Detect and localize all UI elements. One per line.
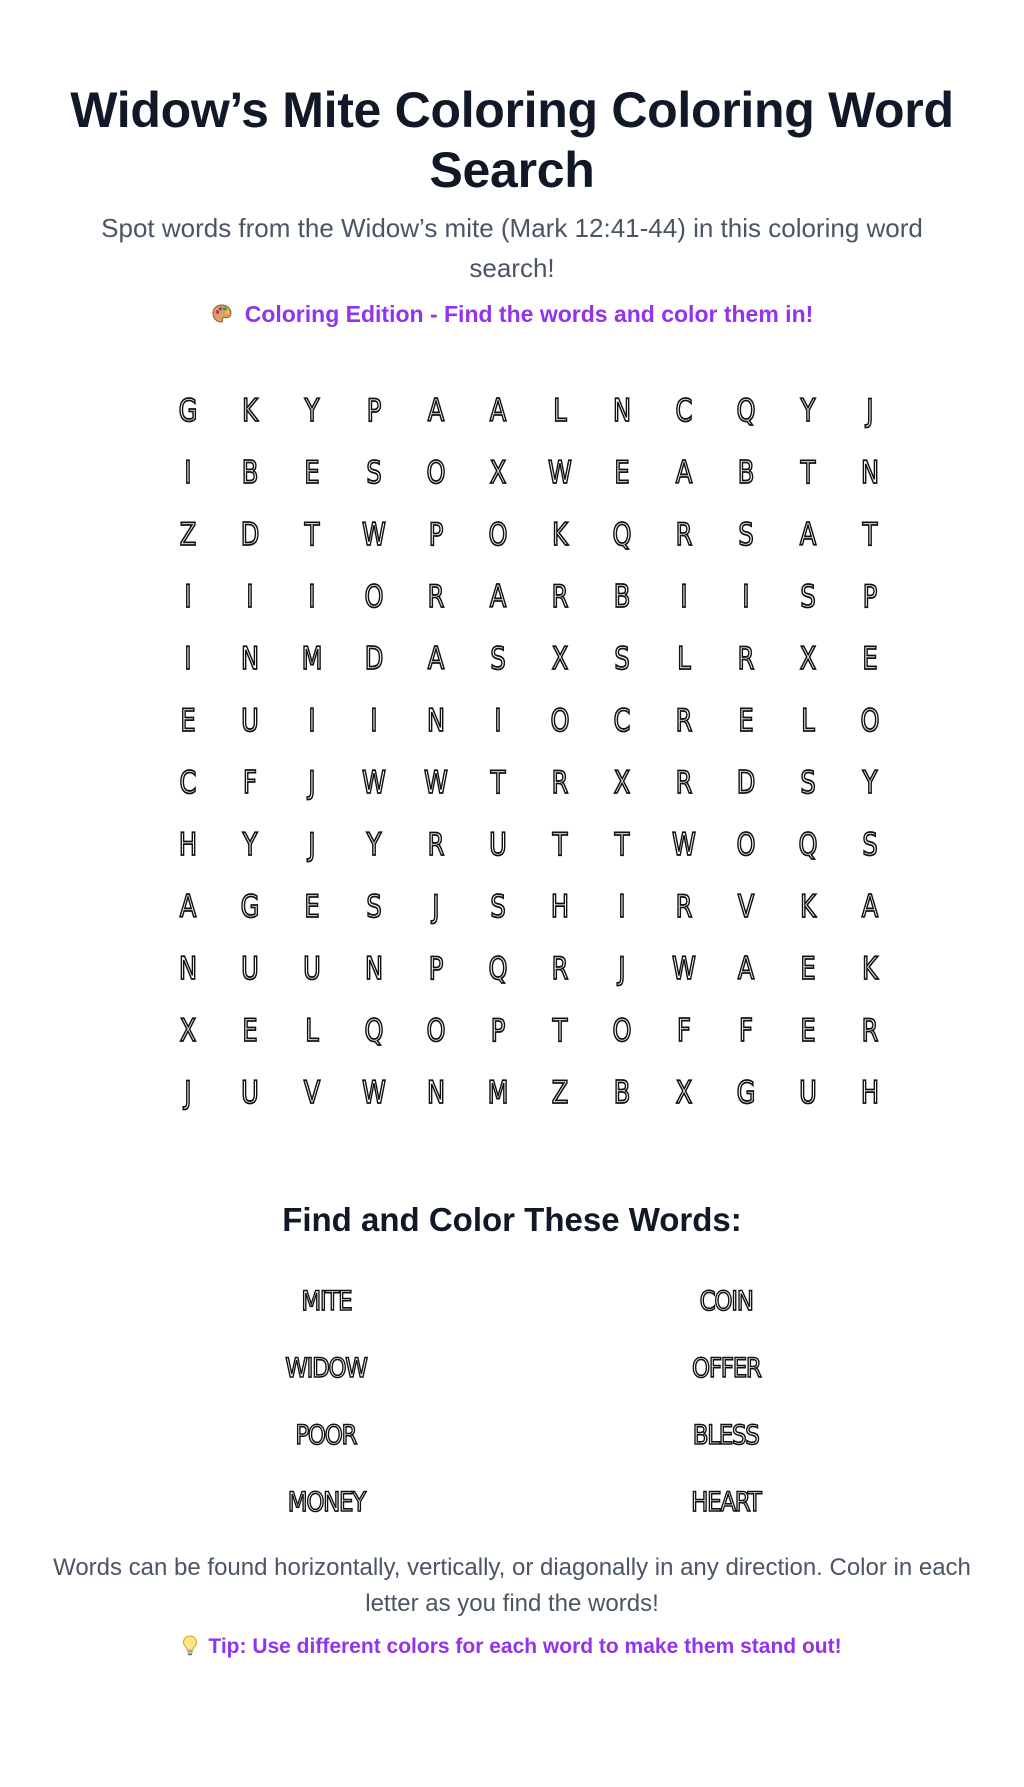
grid-cell[interactable]: A <box>675 455 693 491</box>
grid-cell[interactable]: O <box>860 703 880 739</box>
grid-cell[interactable]: U <box>241 951 259 987</box>
grid-cell[interactable]: N <box>178 951 198 987</box>
grid-cell[interactable]: I <box>308 703 316 739</box>
grid-cell[interactable]: I <box>494 703 502 739</box>
grid-cell[interactable]: P <box>366 393 382 429</box>
grid-cell[interactable]: R <box>551 765 569 801</box>
grid-cell[interactable]: S <box>862 827 878 863</box>
tip-banner <box>0 1632 1024 1662</box>
grid-cell[interactable]: Q <box>798 827 818 863</box>
grid-cell[interactable]: O <box>488 517 508 553</box>
grid-cell[interactable]: T <box>304 517 320 553</box>
grid-cell[interactable]: O <box>426 455 446 491</box>
grid-cell[interactable]: R <box>551 951 569 987</box>
edition-text: Coloring Edition - Find the words and color them in! <box>244 301 814 327</box>
grid-cell[interactable]: A <box>427 641 445 677</box>
grid-cell[interactable]: X <box>489 455 507 491</box>
grid-cell[interactable]: E <box>800 951 816 987</box>
grid-cell[interactable]: X <box>799 641 817 677</box>
edition-banner <box>0 298 1024 330</box>
grid-cell[interactable]: R <box>427 579 445 615</box>
grid-cell[interactable]: S <box>738 517 754 553</box>
grid-cell[interactable]: M <box>301 641 323 677</box>
grid-cell[interactable]: P <box>428 517 444 553</box>
grid-cell[interactable]: Q <box>612 517 632 553</box>
grid-cell[interactable]: N <box>612 393 632 429</box>
grid-cell[interactable]: I <box>246 579 254 615</box>
grid-cell[interactable]: R <box>737 641 755 677</box>
grid-cell[interactable]: X <box>551 641 569 677</box>
grid-cell[interactable]: F <box>677 1013 691 1049</box>
grid-cell[interactable]: J <box>866 393 874 429</box>
grid-cell[interactable]: S <box>366 889 382 925</box>
grid-cell[interactable]: W <box>362 765 386 801</box>
grid-cell[interactable]: N <box>426 1075 446 1111</box>
word-label: MITE <box>301 1286 351 1317</box>
grid-cell[interactable]: K <box>800 889 816 925</box>
grid-cell[interactable]: S <box>366 455 382 491</box>
word-list-item <box>526 1268 926 1335</box>
words-heading: Find and Color These Words: <box>282 1201 742 1238</box>
grid-cell[interactable]: S <box>800 579 816 615</box>
grid-cell[interactable]: E <box>304 889 320 925</box>
grid-cell[interactable]: T <box>552 827 568 863</box>
lightbulb-icon <box>182 1635 198 1657</box>
grid-cell[interactable]: G <box>178 393 198 429</box>
grid-cell[interactable]: O <box>426 1013 446 1049</box>
grid-cell[interactable]: T <box>614 827 630 863</box>
grid-cell[interactable]: W <box>362 1075 386 1111</box>
grid-cell[interactable]: R <box>675 765 693 801</box>
grid-cell[interactable]: T <box>862 517 878 553</box>
grid-cell[interactable]: C <box>613 703 631 739</box>
grid-cell[interactable]: L <box>305 1013 319 1049</box>
grid-cell[interactable]: D <box>736 765 756 801</box>
grid-cell[interactable]: E <box>242 1013 258 1049</box>
grid-cell[interactable]: N <box>364 951 384 987</box>
grid-cell[interactable]: E <box>862 641 878 677</box>
grid-cell[interactable]: I <box>370 703 378 739</box>
grid-cell[interactable]: T <box>490 765 506 801</box>
grid-cell[interactable]: T <box>552 1013 568 1049</box>
grid-cell[interactable]: H <box>860 1075 880 1111</box>
grid-cell[interactable]: A <box>179 889 197 925</box>
grid-cell[interactable]: K <box>552 517 568 553</box>
grid-cell[interactable]: Y <box>366 827 382 863</box>
grid-cell[interactable]: J <box>308 765 316 801</box>
grid-cell[interactable]: U <box>489 827 507 863</box>
grid-cell[interactable]: S <box>614 641 630 677</box>
word-search-grid <box>157 380 880 1124</box>
page-subtitle: Spot words from the Widow’s mite (Mark 12:41-44) in this coloring word search! <box>101 213 923 283</box>
word-list <box>126 1268 926 1536</box>
grid-cell[interactable]: V <box>303 1075 321 1111</box>
grid-cell[interactable]: Y <box>862 765 878 801</box>
grid-cell[interactable]: R <box>861 1013 879 1049</box>
grid-cell[interactable]: D <box>364 641 384 677</box>
grid-cell[interactable]: V <box>737 889 755 925</box>
grid-cell[interactable]: F <box>243 765 257 801</box>
grid-cell[interactable]: B <box>613 579 631 615</box>
grid-cell[interactable]: I <box>680 579 688 615</box>
grid-cell[interactable]: E <box>304 455 320 491</box>
grid-cell[interactable]: H <box>178 827 198 863</box>
grid-cell[interactable]: Y <box>800 393 816 429</box>
grid-cell[interactable]: W <box>672 827 696 863</box>
grid-cell[interactable]: X <box>613 765 631 801</box>
word-label: OFFER <box>691 1353 761 1384</box>
word-label: POOR <box>295 1420 357 1451</box>
grid-cell[interactable]: B <box>241 455 259 491</box>
grid-cell[interactable]: W <box>672 951 696 987</box>
grid-cell[interactable]: A <box>489 579 507 615</box>
grid-cell[interactable]: L <box>553 393 567 429</box>
grid-cell[interactable]: E <box>614 455 630 491</box>
grid-cell[interactable]: R <box>675 703 693 739</box>
grid-cell[interactable]: S <box>490 641 506 677</box>
palette-icon <box>211 301 233 323</box>
grid-cell[interactable]: I <box>184 641 192 677</box>
grid-cell[interactable]: I <box>618 889 626 925</box>
grid-cell[interactable]: K <box>242 393 258 429</box>
grid-cell[interactable]: I <box>308 579 316 615</box>
grid-cell[interactable]: A <box>489 393 507 429</box>
grid-cell[interactable]: Z <box>551 1075 569 1111</box>
word-label: MONEY <box>287 1487 365 1518</box>
word-label: COIN <box>699 1286 753 1317</box>
grid-cell[interactable]: B <box>613 1075 631 1111</box>
grid-cell[interactable]: Y <box>304 393 320 429</box>
grid-cell[interactable]: A <box>861 889 879 925</box>
grid-cell[interactable]: D <box>240 517 260 553</box>
grid-cell[interactable]: I <box>184 579 192 615</box>
grid-cell[interactable]: R <box>675 889 693 925</box>
grid-cell[interactable]: O <box>364 579 384 615</box>
grid-cell[interactable]: W <box>362 517 386 553</box>
grid-cell[interactable]: I <box>742 579 750 615</box>
grid-cell[interactable]: R <box>675 517 693 553</box>
word-list-item <box>126 1402 526 1469</box>
word-list-item <box>526 1469 926 1536</box>
grid-cell[interactable]: O <box>736 827 756 863</box>
word-list-item <box>526 1335 926 1402</box>
grid-cell[interactable]: W <box>424 765 448 801</box>
word-label: BLESS <box>693 1420 759 1451</box>
grid-cell[interactable]: O <box>612 1013 632 1049</box>
grid-cell[interactable]: Z <box>179 517 197 553</box>
grid-cell[interactable]: I <box>184 455 192 491</box>
grid-cell[interactable]: H <box>550 889 570 925</box>
grid-cell[interactable]: M <box>487 1075 509 1111</box>
grid-cell[interactable]: J <box>184 1075 192 1111</box>
grid-cell[interactable]: U <box>303 951 321 987</box>
grid-cell[interactable]: L <box>801 703 815 739</box>
grid-cell[interactable]: U <box>241 703 259 739</box>
grid-cell[interactable]: N <box>426 703 446 739</box>
word-list-item <box>526 1402 926 1469</box>
grid-cell[interactable]: O <box>550 703 570 739</box>
instructions-text: Words can be found horizontally, vertically, or diagonally in any direction. Color in each letter as you find the words! <box>53 1554 971 1617</box>
grid-cell[interactable]: L <box>677 641 691 677</box>
grid-cell[interactable]: E <box>738 703 754 739</box>
grid-cell[interactable]: B <box>737 455 755 491</box>
grid-cell[interactable]: Q <box>736 393 756 429</box>
grid-cell[interactable]: E <box>180 703 196 739</box>
word-list-item <box>126 1335 526 1402</box>
grid-cell[interactable]: R <box>551 579 569 615</box>
grid-cell[interactable]: E <box>800 1013 816 1049</box>
grid-cell[interactable]: S <box>800 765 816 801</box>
grid-cell[interactable]: C <box>179 765 197 801</box>
grid-cell[interactable]: U <box>799 1075 817 1111</box>
grid-cell[interactable]: F <box>739 1013 753 1049</box>
grid-cell[interactable]: S <box>490 889 506 925</box>
grid-cell[interactable]: T <box>800 455 816 491</box>
grid-cell[interactable]: K <box>862 951 878 987</box>
grid-cell[interactable]: X <box>179 1013 197 1049</box>
grid-cell[interactable]: W <box>548 455 572 491</box>
grid-cell[interactable]: Q <box>364 1013 384 1049</box>
grid-cell[interactable]: G <box>736 1075 756 1111</box>
grid-cell[interactable]: N <box>860 455 880 491</box>
grid-cell[interactable]: A <box>427 393 445 429</box>
grid-cell[interactable]: Q <box>488 951 508 987</box>
grid-cell[interactable]: R <box>427 827 445 863</box>
word-list-item <box>126 1469 526 1536</box>
grid-cell[interactable]: P <box>490 1013 506 1049</box>
grid-cell[interactable]: G <box>240 889 260 925</box>
grid-cell[interactable]: U <box>241 1075 259 1111</box>
word-list-item <box>126 1268 526 1335</box>
grid-cell[interactable]: J <box>432 889 440 925</box>
grid-cell[interactable]: N <box>240 641 260 677</box>
grid-cell[interactable]: A <box>737 951 755 987</box>
tip-text: Tip: Use different colors for each word to make them stand out! <box>208 1635 842 1658</box>
grid-cell[interactable]: J <box>308 827 316 863</box>
grid-cell[interactable]: C <box>675 393 693 429</box>
grid-cell[interactable]: P <box>428 951 444 987</box>
word-label: WIDOW <box>285 1353 367 1384</box>
word-label: HEART <box>691 1487 761 1518</box>
page-title: Widow’s Mite Coloring Coloring Word Search <box>70 82 954 198</box>
grid-cell[interactable]: P <box>862 579 878 615</box>
grid-cell[interactable]: J <box>618 951 626 987</box>
grid-cell[interactable]: A <box>799 517 817 553</box>
grid-cell[interactable]: X <box>675 1075 693 1111</box>
grid-cell[interactable]: Y <box>242 827 258 863</box>
